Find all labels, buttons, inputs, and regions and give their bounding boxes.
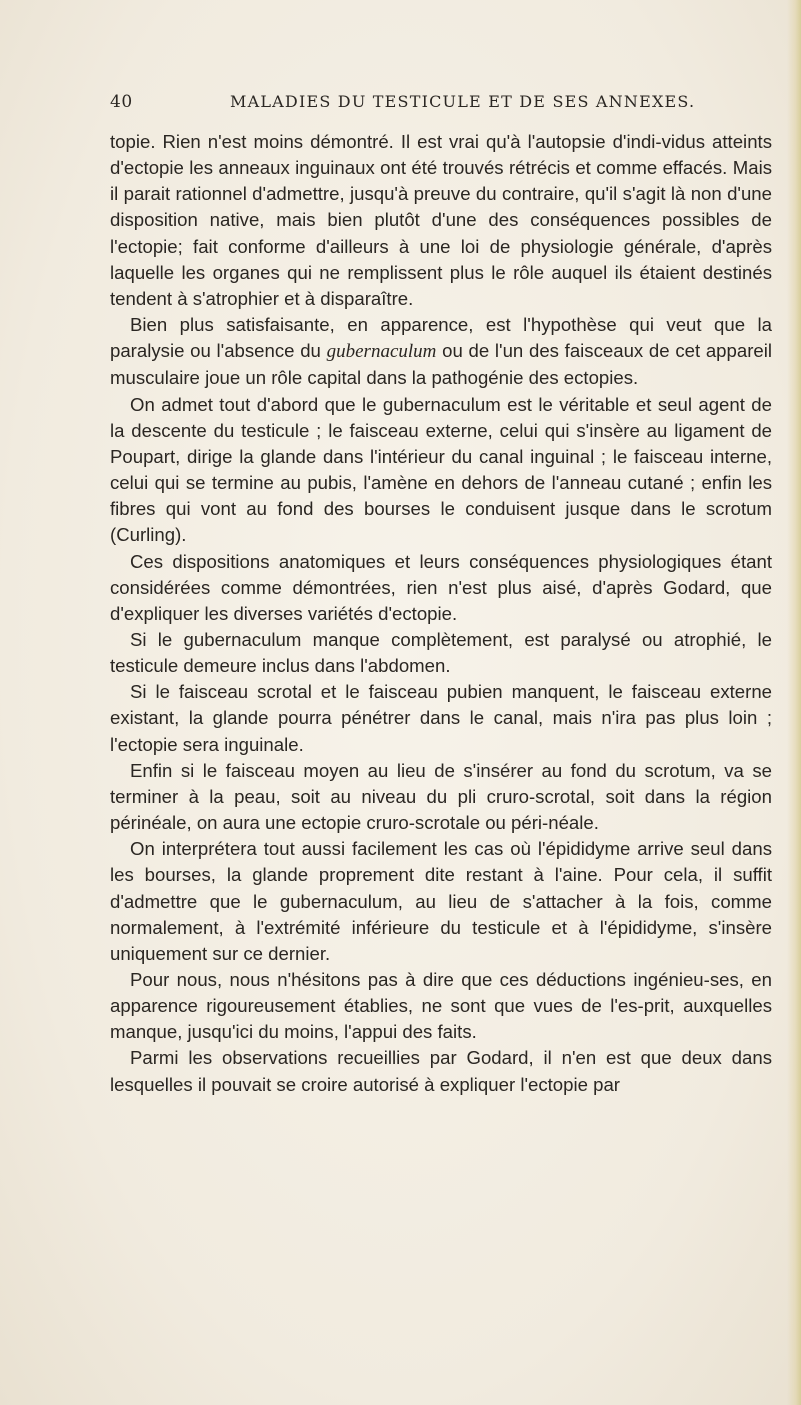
paragraph-8: On interprétera tout aussi facilement les cas où l'épididyme arrive seul dans les bourses, la glande proprement dite restant à l'aine. Pour cela, il suffit d'admettre que le gubernaculum, au lieu de s'attacher à la fois, comme normalement, à l'extrémité inférieure du testicule et à l'épididyme, s'insère uniquement sur ce dernier. xyxy=(110,838,772,964)
body-text xyxy=(110,129,772,1098)
paragraph-3: On admet tout d'abord que le gubernaculum est le véritable et seul agent de la descente du testicule ; le faisceau externe, celui qui s'insère au ligament de Poupart, dirige la glande dans l'intérieur du canal inguinal ; le faisceau interne, celui qui se termine au pubis, l'amène en dehors de l'anneau cutané ; enfin les fibres qui vont au fond des bourses le conduisent jusque dans le scrotum (Curling). xyxy=(110,393,772,546)
paragraph-5: Si le gubernaculum manque complètement, est paralysé ou atrophié, le testicule demeure inclus dans l'abdomen. xyxy=(110,628,772,677)
paragraph-2 xyxy=(110,312,772,391)
paragraph-1: topie. Rien n'est moins démontré. Il est vrai qu'à l'autopsie d'indi-vidus atteints d'ectopie les anneaux inguinaux ont été trouvés rétrécis et comme effacés. Mais il parait rationnel d'admettre, jusqu'à preuve du contraire, qu'il s'agit là non d'une disposition native, mais bien plutôt d'une des conséquences possibles de l'ectopie; fait conforme d'ailleurs à une loi de physiologie générale, d'après laquelle les organes qui ne remplissent plus le rôle auquel ils étaient destinés tendent à s'atrophier et à disparaître. xyxy=(110,131,772,309)
paragraph-10: Parmi les observations recueillies par Godard, il n'en est que deux dans lesquelles il pouvait se croire autorisé à expliquer l'ectopie par xyxy=(110,1047,772,1095)
paragraph-7: Enfin si le faisceau moyen au lieu de s'insérer au fond du scrotum, va se terminer à la peau, soit au niveau du pli cruro-scrotal, soit dans la région périnéale, on aura une ectopie cruro-scrotale ou péri-néale. xyxy=(110,759,772,834)
page-header xyxy=(110,92,775,122)
paragraph-6: Si le faisceau scrotal et le faisceau pubien manquent, le faisceau externe existant, la glande pourra pénétrer dans le canal, mais n'ira pas plus loin ; l'ectopie sera inguinale. xyxy=(110,681,772,755)
italic-term-gubernaculum: gubernaculum xyxy=(326,341,437,363)
page-number: 40 xyxy=(110,92,133,112)
running-title: MALADIES DU TESTICULE ET DE SES ANNEXES. xyxy=(230,92,696,111)
paragraph-4: Ces dispositions anatomiques et leurs conséquences physiologiques étant considérées comme démontrées, rien n'est plus aisé, d'après Godard, que d'expliquer les diverses variétés d'ectopie. xyxy=(110,550,772,624)
paragraph-2-before: Bien plus satisfaisante, en apparence, est l'hypothèse qui veut que la paralysie ou l'absence du xyxy=(110,314,772,362)
paragraph-2-after: ou de l'un des faisceaux de cet appareil musculaire joue un rôle capital dans la pathogénie des ectopies. xyxy=(110,340,773,389)
page-edge-shading xyxy=(787,0,801,1405)
paragraph-9: Pour nous, nous n'hésitons pas à dire que ces déductions ingénieu-ses, en apparence rigoureusement établies, ne sont que vues de l'es-prit, auxquelles manque, jusqu'ici du moins, l'appui des faits. xyxy=(110,969,772,1043)
